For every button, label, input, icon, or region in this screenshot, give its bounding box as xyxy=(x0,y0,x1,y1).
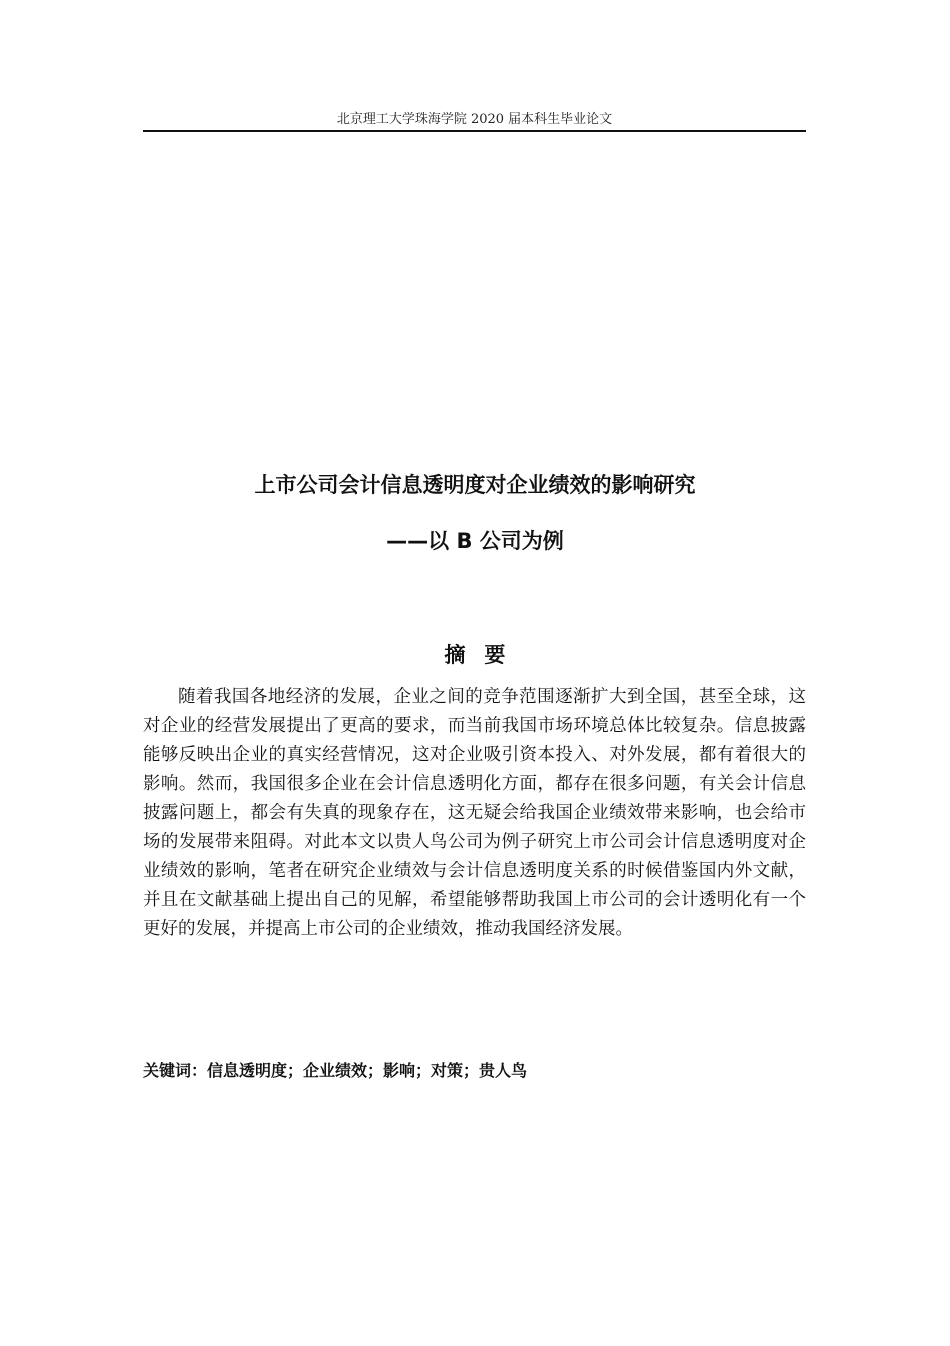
abstract-body: 随着我国各地经济的发展，企业之间的竞争范围逐渐扩大到全国，甚至全球，这对企业的经营发展提出了更高的要求，而当前我国市场环境总体比较复杂。信息披露能够反映出企业的真实经营情况，这对企业吸引资本投入、对外发展，都有着很大的影响。然而，我国很多企业在会计信息透明化方面，都存在很多问题，有关会计信息披露问题上，都会有失真的现象存在，这无疑会给我国企业绩效带来影响，也会给市场的发展带来阻碍。对此本文以贵人鸟公司为例子研究上市公司会计信息透明度对企业绩效的影响，笔者在研究企业绩效与会计信息透明度关系的时候借鉴国内外文献，并且在文献基础上提出自己的见解，希望能够帮助我国上市公司的会计透明化有一个更好的发展，并提高上市公司的企业绩效，推动我国经济发展。 xyxy=(143,687,806,939)
paper-title: 上市公司会计信息透明度对企业绩效的影响研究 xyxy=(254,473,696,497)
running-header: 北京理工大学珠海学院 2020 届本科生毕业论文 xyxy=(336,112,613,127)
keywords-line: 关键词：信息透明度；企业绩效；影响；对策；贵人鸟 xyxy=(143,1061,528,1080)
paper-subtitle: ——以 B 公司为例 xyxy=(386,529,564,553)
abstract-heading: 摘要 xyxy=(444,643,525,667)
header-rule xyxy=(143,130,806,132)
